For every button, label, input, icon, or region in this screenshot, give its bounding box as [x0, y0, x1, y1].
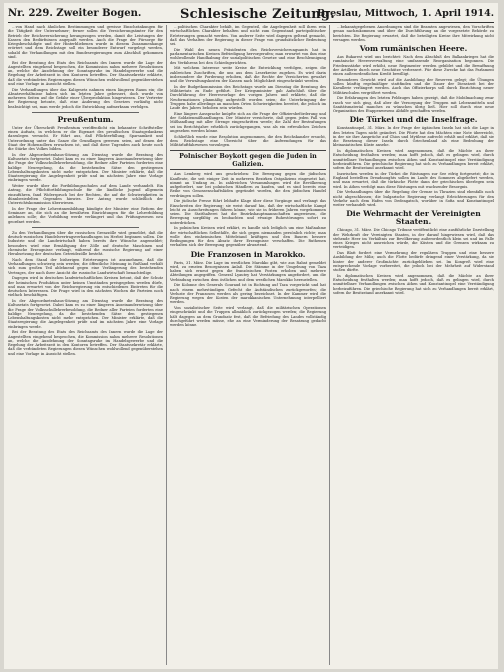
article-paragraph: In diplomatischen Kreisen wird angenommen, daß die Mächte an ihrer Entscheidung festhalten werden; man hofft jedoch, daß es gelingen wird, durch unmittelbare Verhandlungen zwischen Athen und Konstantinopel eine Verständigung herbeizuführen. Die griechische Regierung hat sich zu Verhandlungen bereit erklärt, sofern ihr Besitzstand anerkannt wird. — [333, 273, 494, 295]
masthead — [8, 6, 494, 23]
column-left — [8, 25, 163, 665]
column-divider — [329, 25, 330, 665]
article-paragraph: In der Frage der Lehrerinnenbildung kündigte der Minister eine Reform der Seminare an, die sich an die bewährten Einrichtungen für die Lehrerbildung anlehnen solle; die Vorbildung werde verlängert und das Prüfungswesen neu geordnet werden. — [8, 206, 163, 224]
article-heading: Preußentum. — [57, 114, 114, 124]
article-heading: Polnischer Boykott gegen die Juden in Galizien. — [170, 150, 326, 170]
article-heading: Die Türkei und die Inselfrage. — [349, 115, 478, 125]
article-paragraph: Konstantinopel, 31. März. In der Frage der ägäischen Inseln hat sich die Lage in den letzten Tagen nicht geändert. Die Pforte hat den Mächten eine Note überreicht, in der sie ihre Ansprüche auf Chios und Mytilene aufrecht erhält und erklärt, daß sie die Besetzung dieser Inseln durch Griechenland als eine Bedrohung der kleinasiatischen Küste ansehe. — [333, 126, 494, 148]
article-paragraph: …politischen Charakter behält, im Gegenteil, die Angelegenheit soll ihren rein wirtschaftlichen Charakter behalten und nicht zum Gegenstand parteipolitischer Erörterungen gemacht werden. Von anderer Seite wird dagegen geltend gemacht, daß das Verhalten der Regierung in dieser Frage von grundsätzlicher Bedeutung sei. — [170, 25, 326, 46]
article-paragraph: …bekanntgegebenen Anordnungen sind die Beamten angewiesen, den Vorschriften genau nachzukommen und über die Durchführung an die vorgesetzte Behörde zu berichten. Die Regierung erwartet, daß die beteiligten Kreise ihre Mitwirkung nicht versagen werden. — [333, 25, 494, 42]
article-heading: Die Franzosen in Marokko. — [190, 249, 306, 259]
separator — [32, 112, 139, 113]
article-paragraph: Paris, 31. März. Die Lage im westlichen Marokko gibt, wie aus Rabat gemeldet wird, zu ernsten Besorgnissen Anlaß. Die Stämme in der Umgebung von Taza haben sich erneut gegen die französischen Posten erhoben und mehrere Abteilungen angegriffen. General Lyautey hat Verstärkungen angefordert, um die Verbindung zwischen dem östlichen und dem westlichen Marokko herzustellen. — [170, 260, 326, 282]
article-paragraph: Eine längere Aussprache knüpfte sich an die Frage der Offiziersbeförderung und der Soldatenmißhandlungen. Der Minister versicherte, daß gegen jeden Fall von Mißhandlung mit aller Strenge eingeschritten werde; die Zahl der Bestrafungen sei im Berichtsjahre erheblich zurückgegangen, was als ein erfreuliches Zeichen angesehen werden könne. — [170, 111, 326, 133]
article-paragraph: Dagegen wird in deutschen landwirtschaftlichen Kreisen betont, daß der Schutz der heimischen Produktion unter keinen Umständen preisgegeben werden dürfe, und man erwartet von der Reichsregierung ein entschiedenes Eintreten für die deutschen Interessen. Die Frage wird in den nächsten Wochen die Parteien noch vielfach beschäftigen. — [8, 276, 163, 298]
article-paragraph: …von Hand nach ähnlichen Bestimmungen und gewisse Einschränkungen für die Tätigkeit der Unternehmer; ferner sollen die Versicherungsämter für den Betrieb der Reichsversicherung herangezogen werden, damit die Leistungen der Kassen den Bedürfnissen angepaßt werden. Auch die Frage der Fürsorge für Kriegsbeschädigte und der Hinterbliebenen wurde in diesem Zusammenhange erörtert und dem Reichstage soll ein besonderer Entwurf vorgelegt werden, sobald die Verhandlungen mit den Bundesregierungen zum Abschluß gekommen sind. — [8, 25, 163, 59]
article-paragraph: Die Verhandlungen über das Kaligesetz nahmen einen längeren Raum ein; die Absatzverhältnisse haben sich im letzten Jahre gebessert, doch wurde von mehreren Seiten auf die Gefahr einer Überproduktion hingewiesen. Der Vertreter der Regierung betonte, daß eine Änderung des Gesetzes vorläufig nicht beabsichtigt sei, man werde jedoch die Entwicklung aufmerksam verfolgen. — [8, 87, 163, 109]
article-heading: Vom rumänischen Heere. — [359, 44, 468, 53]
article-paragraph: Weiter wurde über die Fortbildungsschulen auf dem Lande verhandelt. Ein Antrag, die Pflichtfortbildungsschule für die ländliche Jugend allgemein einzuführen, fand Widerspruch bei der Rechten, die auf die Schwierigkeiten in dünnbesiedelten Gegenden hinwies. Der Antrag wurde schließlich der Unterrichtskommission überwiesen. — [8, 184, 163, 205]
article-paragraph: Von sozialistischer Seite wird verlangt, daß die militärischen Operationen eingeschränkt und die Truppen allmählich zurückgezogen werden; die Regierung hält dagegen an dem Grundsatz fest, daß die Befriedung des Landes vollständig durchgeführt werden müsse, ehe an eine Verminderung der Besatzung gedacht werden könne. — [170, 306, 326, 327]
article-paragraph: Unter der Überschrift Preußentum veröffentlicht ein bekannter Schriftsteller einen Aufsatz, in welchem er die Eigenart des preußischen Staatsgedankens darzulegen versucht. Er führt aus, daß Pflichterfüllung, Sparsamkeit und Unterordnung unter das Ganze die Grundlagen gewesen seien, auf denen der Staat der Hohenzollern erwachsen ist, und daß diese Tugenden auch heute noch die Stärke des Volkes bilden. — [8, 125, 163, 151]
article-paragraph: Die Wahl des neuen Präsidenten des Reichsversicherungsamts hat in parlamentarischen Kreisen Befriedigung hervorgerufen; man erwartet von ihm eine wohlwollende Handhabung der sozialpolitischen Gesetze und eine Beschleunigung des Verfahrens bei den Schiedsgerichten. — [170, 47, 326, 65]
issue-number: Nr. 229. Zweiter Bogen. — [8, 8, 142, 19]
article-paragraph: Die Kolonne des Generals Gouraud ist in Richtung auf Taza vorgerückt und hat nach einem mehrstündigen Gefecht die Aufständischen zurückgeworfen; die Verluste der Franzosen werden als gering bezeichnet. In der Kammer wird die Regierung wegen der Kosten der marokkanischen Unternehmung interpelliert werden. — [170, 283, 326, 305]
column-divider — [166, 25, 167, 665]
newspaper-page — [4, 3, 498, 669]
article-paragraph: Aus Lemberg wird uns geschrieben: Die Bewegung gegen die jüdischen Kaufleute, die seit einiger Zeit in mehreren Bezirken Ostgaliziens eingesetzt hat, nimmt an Umfang zu. In zahlreichen Versammlungen wird die Bevölkerung aufgefordert, nur bei polnischen Händlern zu kaufen, und es sind bereits eine Reihe von Genossenschaftsläden gegründet worden, die den jüdischen Handel verdrängen sollen. — [170, 172, 326, 198]
column-middle — [170, 25, 326, 665]
issue-date: Breslau, Mittwoch, 1. April 1914. — [317, 8, 494, 19]
article-paragraph: In der Abgeordnetenhaus-Sitzung am Dienstag wurde die Beratung des Kultusetats fortgesetzt. Dabei kam es zu einer längeren Auseinandersetzung über die Frage der Volksschullehrerbesoldung, die Redner aller Parteien forderten eine baldige Neuregelung, da die bestehenden Sätze den gestiegenen Lebenshaltungskosten nicht mehr entsprächen. Der Minister erklärte, daß die Staatsregierung die Angelegenheit prüfe und im nächsten Jahre eine Vorlage einbringen werde. — [8, 152, 163, 183]
article-paragraph: Mit welchem Interesse weite Kreise die Entwicklung verfolgen, zeigen die zahlreichen Zuschriften, die uns aus dem Leserkreise zugehen. Es wird darin insbesondere die Forderung erhoben, daß die Rechte der Versicherten gewahrt und die Verwaltungskosten der Kassen nach Möglichkeit eingeschränkt werden. — [170, 66, 326, 83]
article-paragraph: Die Erfahrungen des letzten Feldzuges haben gezeigt, daß die Mobilmachung zwar rasch vor sich ging, daß aber die Versorgung der Truppen mit Lebensmitteln und Sanitätsmaterial manches zu wünschen übrig ließ. Hier soll durch eine neue Organisation des Etappenwesens Abhilfe geschaffen werden. — [333, 96, 494, 113]
article-paragraph: Besonderes Gewicht wird auf die Ausbildung der Reserven gelegt; die Übungen sollen künftig regelmäßiger stattfinden und die Dauer der Dienstzeit bei der Kavallerie verlängert werden. Auch das Offizierkorps soll durch Einrichtung neuer Militärschulen vergrößert werden. — [333, 77, 494, 95]
article-paragraph: Inzwischen werden in der Türkei die Rüstungen zur See eifrig fortgesetzt; die in England bestellten Dreadnoughts sollen im Laufe des Sommers abgeliefert werden, und man erwartet, daß die türkische Flotte dann der griechischen überlegen sein wird. In Athen verfolgt man diese Rüstungen mit wachsender Besorgnis. — [333, 171, 494, 189]
article-paragraph: In der Budgetkommission des Reichstags wurde am Dienstag die Beratung des Militäretats zu Ende geführt. Der Kriegsminister gab Aufschluß über die Durchführung der Heeresvorlage des vorigen Jahres und erklärte, daß die Neuformationen planmäßig aufgestellt worden seien; die Unterbringung der Truppen habe allerdings an manchen Orten Schwierigkeiten bereitet, die jedoch im Laufe des Jahres behoben sein würden. — [170, 84, 326, 110]
article-heading: Die Wehrmacht der Vereinigten Staaten. — [346, 209, 481, 227]
article-paragraph: Bei der Beratung des Etats des Reichsamts des Innern wurde die Lage der Angestellten eingehend besprochen, die Kommission nahm mehrere Resolutionen an, welche die Ausdehnung der Sonntagsruhe im Handelsgewerbe und die Regelung der Arbeitszeit in den Kontoren betreffen. Der Staatssekretär erklärte, daß die verbündeten Regierungen diesen Wünschen wohlwollend gegenüberstehen und eine Vorlage in Aussicht stellen. — [8, 60, 163, 86]
article-paragraph: Bei der Beratung des Etats des Reichsamts des Innern wurde die Lage der Angestellten eingehend besprochen, die Kommission nahm mehrere Resolutionen an, welche die Ausdehnung der Sonntagsruhe im Handelsgewerbe und die Regelung der Arbeitszeit in den Kontoren betreffen. Der Staatssekretär erklärte, daß die verbündeten Regierungen diesen Wünschen wohlwollend gegenüberstehen und eine Vorlage in Aussicht stellen. — [8, 330, 163, 356]
article-paragraph: Aus Bukarest wird uns berichtet: Nach dem Abschluß des Balkankrieges hat die rumänische Heeresverwaltung eine umfassende Reorganisation begonnen. Die Friedensstärke wird erhöht, neue Regimenter werden gebildet und die Bewaffnung der Artillerie durch neue Geschütze verbessert. Für diese Zwecke hat das Parlament einen außerordentlichen Kredit bewilligt. — [333, 55, 494, 76]
article-paragraph: Die Verhandlungen über die Regelung der Grenze in Thrazien sind ebenfalls noch nicht abgeschlossen; die bulgarische Regierung verlangt Erleichterungen für den Verkehr nach dem Hafen von Dedeagatsch, worüber in Sofia und Konstantinopel weiter verhandelt wird. — [333, 190, 494, 207]
article-paragraph: In polnischen Kreisen wird erklärt, es handle sich lediglich um eine Maßnahme der wirtschaftlichen Selbsthilfe, die sich gegen niemanden persönlich richte; man wolle den einheimischen Mittelstand kräftigen und den Bauern bessere Bedingungen für den Absatz ihrer Erzeugnisse verschaffen. Die Ruthenen verhalten sich der Bewegung gegenüber abwartend. — [170, 226, 326, 248]
separator — [32, 227, 139, 228]
article-paragraph: Die jüdische Presse führt lebhafte Klage über diese Vorgänge und verlangt das Einschreiten der Regierung; sie weist darauf hin, daß der wirtschaftliche Kampf leicht zu Ausschreitungen führen könne, wie sie in früheren Jahren vorgekommen seien. Die Statthalterei hat die Bezirkshauptmannschaften angewiesen, die Bewegung sorgfältig zu beobachten und etwaige Ruhestörungen sofort zu unterdrücken. — [170, 199, 326, 225]
article-paragraph: In der Abgeordnetenhaus-Sitzung am Dienstag wurde die Beratung des Kultusetats fortgesetzt. Dabei kam es zu einer längeren Auseinandersetzung über die Frage der Volksschullehrerbesoldung, die Redner aller Parteien forderten eine baldige Neuregelung, da die bestehenden Sätze den gestiegenen Lebenshaltungskosten nicht mehr entsprächen. Der Minister erklärte, daß die Staatsregierung die Angelegenheit prüfe und im nächsten Jahre eine Vorlage einbringen werde. — [8, 299, 163, 329]
column-right — [333, 25, 494, 665]
article-paragraph: Chicago, 31. März. Die Chicago Tribune veröffentlicht eine ausführliche Darstellung der Wehrkraft der Vereinigten Staaten, in der darauf hingewiesen wird, daß das stehende Heer im Verhältnis zur Bevölkerung außerordentlich klein sei und im Falle eines Krieges nicht ausreichen würde, die Küsten und die Grenzen wirksam zu verteidigen. — [333, 228, 494, 250]
article-paragraph: Schließlich wurde eine Resolution angenommen, die den Reichskanzler ersucht, dem Reichstage eine Übersicht über die Aufwendungen für das Militärluftfahrwesen vorzulegen. — [170, 134, 326, 147]
article-paragraph: In diplomatischen Kreisen wird angenommen, daß die Mächte an ihrer Entscheidung festhalten werden; man hofft jedoch, daß es gelingen wird, durch unmittelbare Verhandlungen zwischen Athen und Konstantinopel eine Verständigung herbeizuführen. Die griechische Regierung hat sich zu Verhandlungen bereit erklärt, sofern ihr Besitzstand anerkannt wird. — [333, 149, 494, 170]
article-paragraph: Zu den Verhandlungen über die russischen Grenzzölle wird gemeldet, daß die deutsch-russischen Handelsvertragsverhandlungen im Herbst beginnen sollen. Die Industrie und die Landwirtschaft haben bereits ihre Wünsche angemeldet; besonders wird eine Ermäßigung der Zölle auf deutsche Maschinen und chemische Erzeugnisse verlangt, während die russische Regierung auf einer Herabsetzung der deutschen Getreidezölle besteht. — [8, 230, 163, 256]
newspaper-title: Schlesische Zeitung. — [180, 7, 335, 22]
article-paragraph: Nach dem Stand der bisherigen Erörterungen ist anzunehmen, daß die Verhandlungen schwierig sein werden; die öffentliche Meinung in Rußland verhält sich zum großen Teil ablehnend gegen eine Verlängerung des bestehenden Vertrages, der nach ihrer Ansicht die russische Landwirtschaft benachteilige. — [8, 257, 163, 275]
article-paragraph: Das Blatt fordert eine Vermehrung der regulären Truppen und eine bessere Ausbildung der Miliz; auch die Flotte bedürfe dringend einer Verstärkung, da sie hinter der anderer Großmächte zurückgeblieben sei. Im Kongreß wird eine entsprechende Vorlage vorbereitet, die jedoch bei der Mehrheit auf Widerstand stoßen dürfte. — [333, 251, 494, 272]
